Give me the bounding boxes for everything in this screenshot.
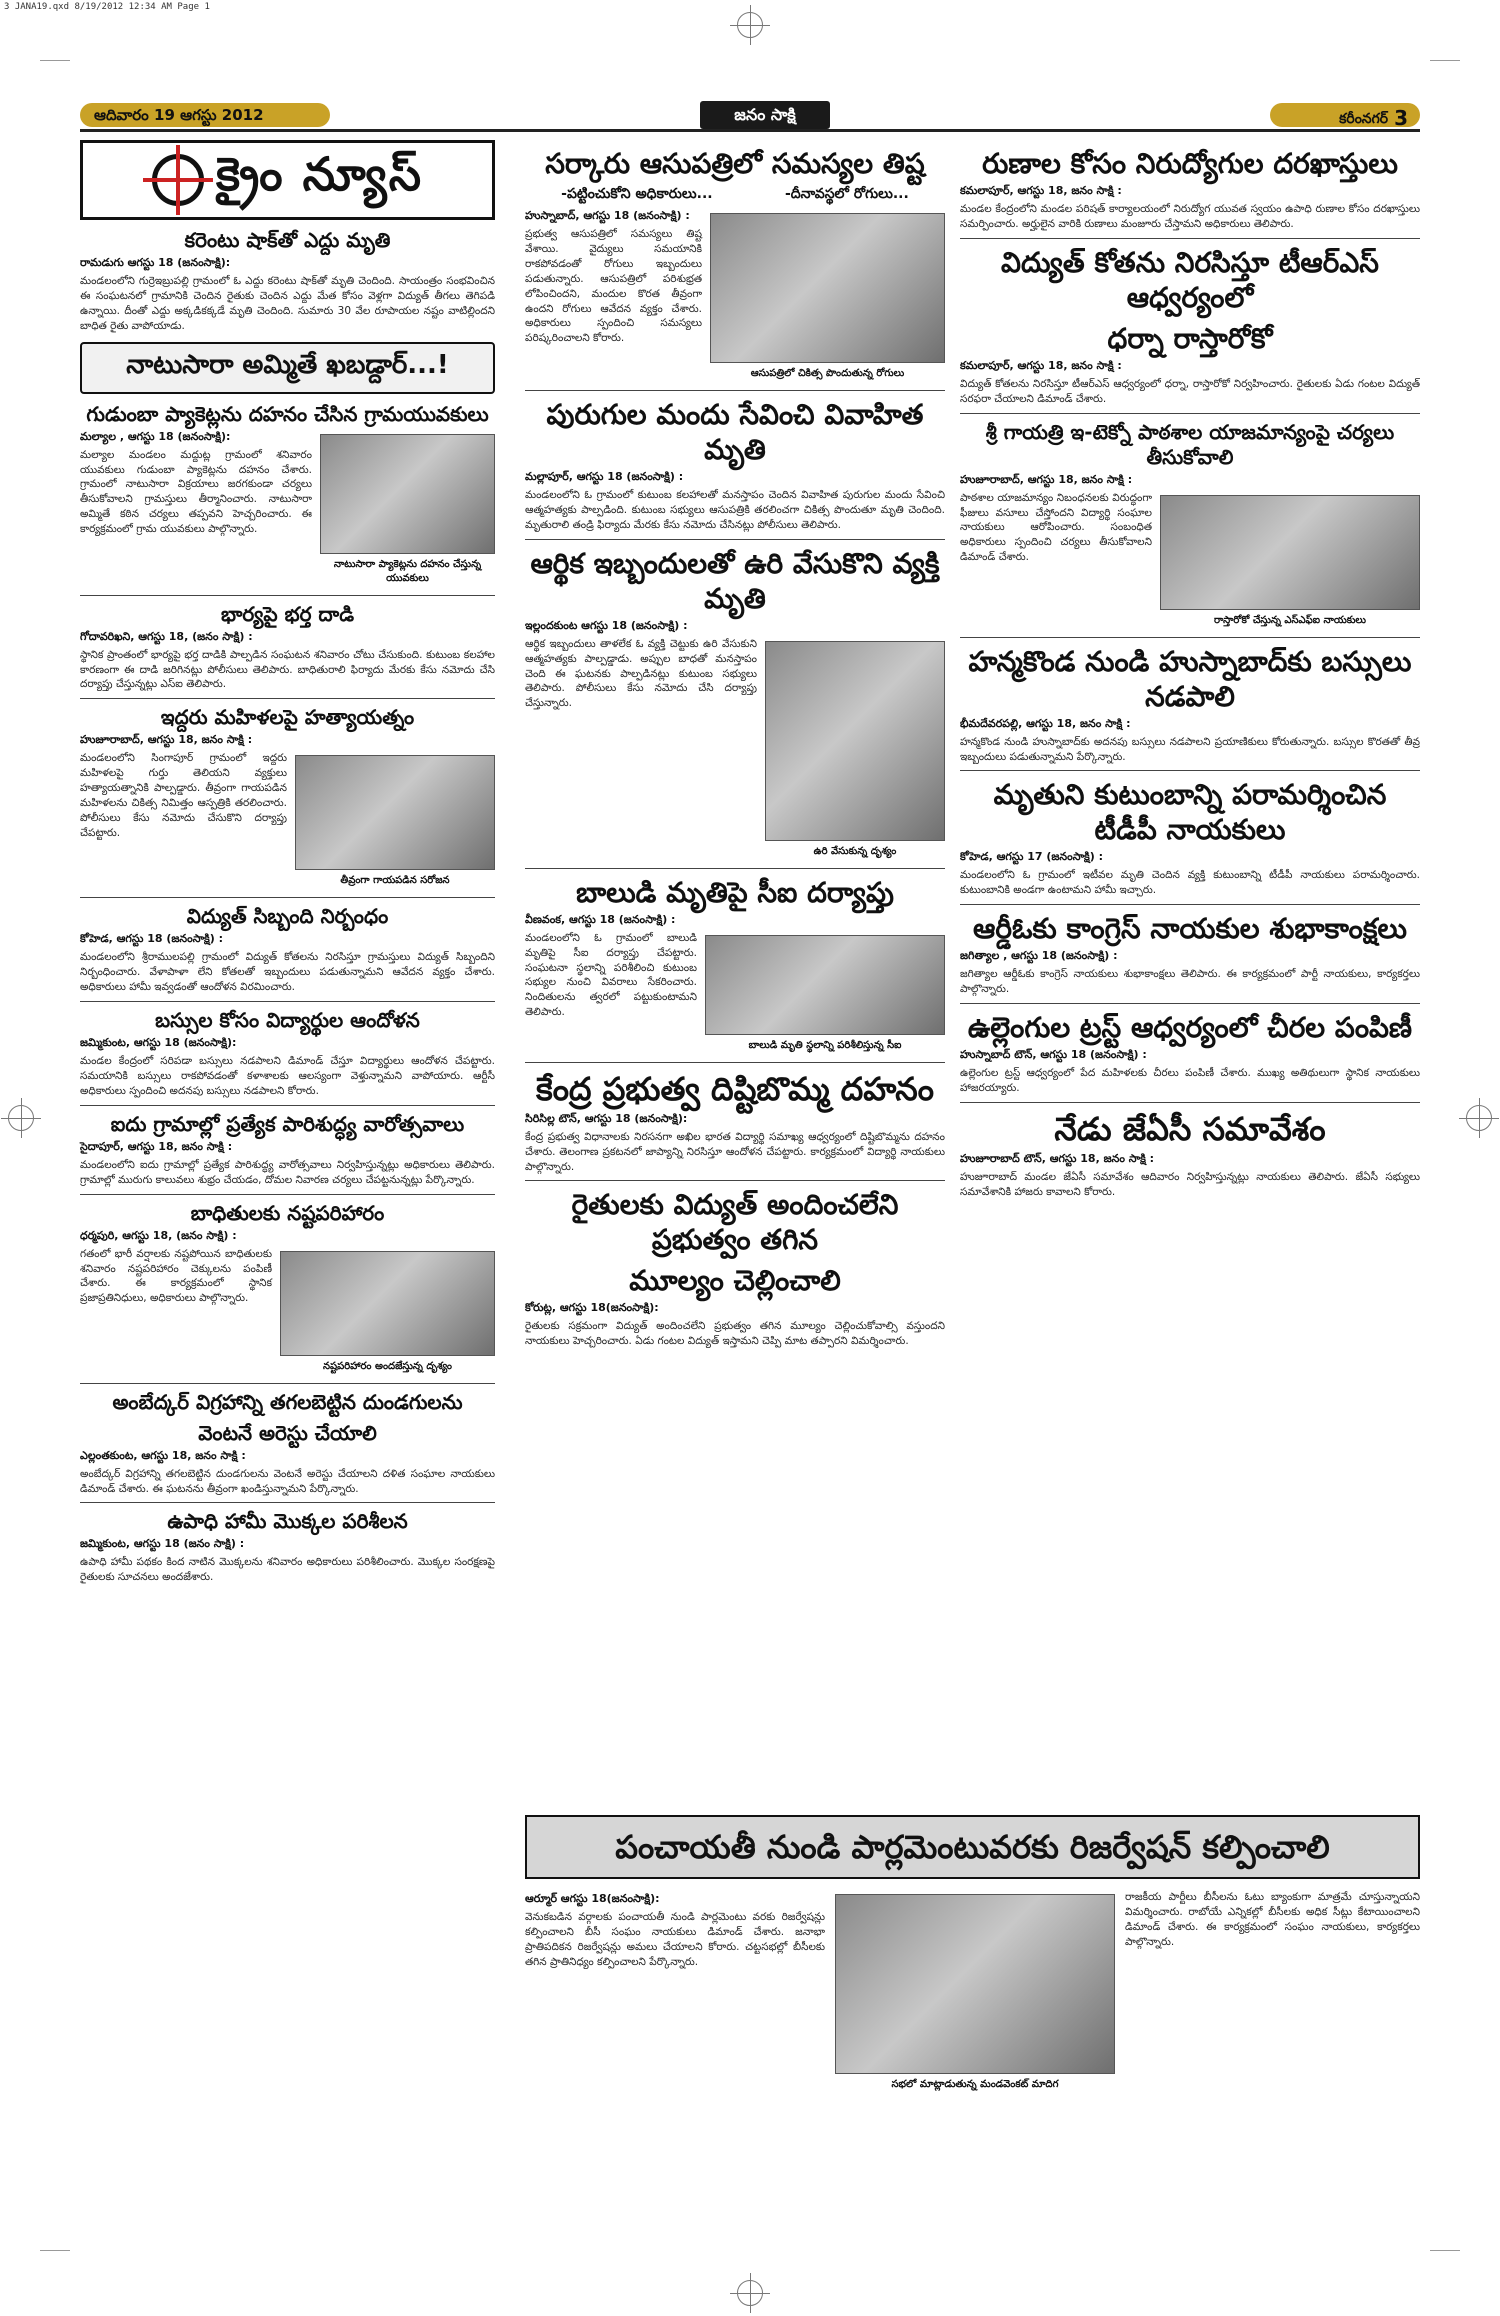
headline: అంబేద్కర్ విగ్రహాన్ని తగలబెట్టిన దుండగులను bbox=[112, 1389, 463, 1414]
dateline: సిరిసిల్ల టౌన్, ఆగస్టు 18 (జనంసాక్షి): bbox=[525, 1111, 688, 1125]
news-photo bbox=[765, 641, 945, 841]
headline: శ్రీ గాయత్రి ఇ-టెక్నో పాఠశాల యాజమాన్యంపై చర్యలు తీసుకోవాలి bbox=[985, 419, 1395, 469]
article-body: హుజూరాబాద్ మండల జేఏసీ సమావేశం ఆదివారం నిర్వహిస్తున్నట్లు నాయకులు తెలిపారు. జేఏసీ సభ్యులు సమావేశానికి హాజరు కావాలని కోరారు. bbox=[960, 1170, 1420, 1198]
headline: విద్యుత్ సిబ్బంది నిర్బంధం bbox=[186, 904, 389, 929]
article-body: ఉపాధి హామీ పథకం కింద నాటిన మొక్కలను శనివారం అధికారులు పరిశీలించారు. మొక్కల సంరక్షణపై రైతులకు సూచనలు అందజేశారు. bbox=[80, 1556, 495, 1584]
headline-line-2: వెంటనే అరెస్టు చేయాలి bbox=[198, 1420, 377, 1445]
headline: విద్యుత్ కోతను నిరసిస్తూ టీఆర్ఎస్ ఆధ్వర్యంలో bbox=[1001, 245, 1379, 314]
article-body: స్థానిక ప్రాంతంలో భార్యపై భర్త దాడికి పాల్పడిన సంఘటన శనివారం చోటు చేసుకుంది. కుటుంబ కలహాల కారణంగా ఈ దాడి జరిగినట్లు పోలీసులు తెలిపారు. బాధితురాలి ఫిర్యాదు మేరకు కేసు నమోదు చేసి దర్యాప్తు చేస్తున్నట్లు ఎస్ఐ తెలిపారు. bbox=[80, 648, 495, 691]
edition-place: కరీంనగర్ 3 bbox=[1270, 103, 1420, 127]
center-column bbox=[525, 140, 945, 1349]
right-column bbox=[960, 140, 1420, 1200]
dateline: ఎల్లంతకుంట, ఆగస్టు 18, జనం సాక్షి : bbox=[80, 1448, 246, 1462]
article-body: మండలంలోని ఓ గ్రామంలో బాలుడి మృతిపై సీఐ దర్యాప్తు చేపట్టారు. సంఘటనా స్థలాన్ని పరిశీలించి కుటుంబ సభ్యుల నుంచి వివరాలు సేకరించారు. నిందితులను త్వరలో పట్టుకుంటామని తెలిపారు. bbox=[525, 931, 697, 1019]
article-body: ప్రభుత్వ ఆసుపత్రిలో సమస్యలు తిష్ట వేశాయి. వైద్యులు సమయానికి రాకపోవడంతో రోగులు ఇబ్బందులు పడుతున్నారు. ఆసుపత్రిలో పరిశుభ్రత లోపించిందని, మందుల కొరత తీవ్రంగా ఉందని రోగులు ఆవేదన వ్యక్తం చేశారు. అధికారులు స్పందించి సమస్యలు పరిష్కరించాలని కోరారు. bbox=[525, 228, 702, 345]
newspaper-logo: జనం సాక్షి bbox=[700, 101, 830, 129]
registration-mark-top bbox=[737, 12, 763, 38]
photo-caption: తీవ్రంగా గాయపడిన సరోజన bbox=[340, 875, 450, 887]
dateline: కోహెడ, ఆగస్టు 18 (జనంసాక్షి) : bbox=[80, 932, 224, 946]
crosshair-icon bbox=[152, 154, 204, 206]
subheadline: -పట్టించుకోని అధికారులు... bbox=[561, 186, 713, 202]
article-body: మండలంలోని సింగాపూర్ గ్రామంలో ఇద్దరు మహిళలపై గుర్తు తెలియని వ్యక్తులు హత్యాయత్నానికి పాల్పడ్డారు. తీవ్రంగా గాయపడిన మహిళలను చికిత్స నిమిత్తం ఆస్పత్రికి తరలించారు. పోలీసులు కేసు నమోదు చేసుకొని దర్యాప్తు చేపట్టారు. bbox=[80, 752, 287, 839]
news-photo bbox=[835, 1894, 1115, 2074]
article-body: పాఠశాల యాజమాన్యం నిబంధనలకు విరుద్ధంగా ఫీజులు వసూలు చేస్తోందని విద్యార్థి సంఘాల నాయకులు ఆరోపించారు. సంబంధిత అధికారులు స్పందించి చర్యలు తీసుకోవాలని డిమాండ్ చేశారు. bbox=[960, 491, 1152, 564]
registration-mark-left bbox=[8, 1105, 34, 1131]
dateline: మల్లాపూర్, ఆగస్టు 18 (జనంసాక్షి) : bbox=[525, 470, 684, 483]
dateline: గోదావరిఖని, ఆగస్టు 18, (జనం సాక్షి) : bbox=[80, 629, 253, 643]
article-body: మల్యాల మండలం మద్దుట్ల గ్రామంలో శనివారం యువకులు గుడుంబా ప్యాకెట్లను దహనం చేశారు. గ్రామంలో నాటుసారా విక్రయాలు జరగకుండా చర్యలు తీసుకోవాలని గ్రామస్తులు తీర్మానించారు. నాటుసారా అమ్మితే కఠిన చర్యలు తప్పవని హెచ్చరించారు. ఈ కార్యక్రమంలో గ్రామ యువకులు పాల్గొన్నారు. bbox=[80, 448, 312, 536]
article-body: మండల కేంద్రంలో సరిపడా బస్సులు నడపాలని డిమాండ్ చేస్తూ విద్యార్థులు ఆందోళన చేపట్టారు. సమయానికి బస్సులు రాకపోవడంతో కళాశాలకు ఆలస్యంగా వెళ్తున్నామని వాపోయారు. ఆర్టీసీ అధికారులు స్పందించి అదనపు బస్సులు నడపాలని కోరారు. bbox=[80, 1055, 495, 1097]
dateline: సైదాపూర్, ఆగస్టు 18, జనం సాక్షి : bbox=[80, 1139, 233, 1153]
headline: హన్మకొండ నుండి హుస్నాబాద్‌కు బస్సులు నడపాలి bbox=[968, 644, 1412, 713]
dateline: జగిత్యాల , ఆగస్టు 18 (జనంసాక్షి) : bbox=[960, 949, 1118, 963]
headline-line-2: మూల్యం చెల్లించాలి bbox=[629, 1264, 841, 1298]
crime-news-logo: క్రైం న్యూస్ bbox=[80, 140, 495, 220]
dateline: కోరుట్ల, ఆగస్టు 18(జనంసాక్షి): bbox=[525, 1301, 659, 1315]
headline-line-2: ధర్నా రాస్తారోకో bbox=[1107, 321, 1273, 355]
article-body: రైతులకు సక్రమంగా విద్యుత్ అందించలేని ప్రభుత్వం తగిన మూల్యం చెల్లించుకోవాల్సి వస్తుందని నాయకులు హెచ్చరించారు. ఏడు గంటల విద్యుత్ ఇస్తామని చెప్పి మాట తప్పారని విమర్శించారు. bbox=[525, 1320, 945, 1348]
photo-caption: ఉరి వేసుకున్న దృశ్యం bbox=[813, 845, 897, 857]
headline: కేంద్ర ప్రభుత్వ దిష్టిబొమ్మ దహనం bbox=[536, 1069, 934, 1108]
article-body: జగిత్యాల ఆర్డీఓకు కాంగ్రెస్ నాయకులు శుభాకాంక్షలు తెలిపారు. ఈ కార్యక్రమంలో పార్టీ నాయకులు, కార్యకర్తలు పాల్గొన్నారు. bbox=[960, 968, 1420, 996]
masthead bbox=[80, 100, 1420, 132]
headline: బస్సుల కోసం విద్యార్థుల ఆందోళన bbox=[155, 1008, 420, 1033]
photo-caption: ఆసుపత్రిలో చికిత్స పొందుతున్న రోగులు bbox=[750, 368, 905, 379]
news-photo bbox=[280, 1251, 495, 1356]
article-body: మండలంలోని శ్రీరాములపల్లి గ్రామంలో విద్యుత్ కోతలను నిరసిస్తూ గ్రామస్తులు విద్యుత్ సిబ్బందిని నిర్బంధించారు. వేళాపాళా లేని కోతలతో ఇబ్బందులు పడుతున్నామని ఆవేదన వ్యక్తం చేశారు. అధికారులు హామీ ఇవ్వడంతో ఆందోళన విరమించారు. bbox=[80, 951, 495, 994]
headline: సర్కారు ఆసుపత్రిలో సమస్యల తిష్ట bbox=[545, 147, 925, 180]
dateline: కమలాపూర్, ఆగస్టు 18, జనం సాక్షి : bbox=[960, 358, 1122, 372]
registration-mark-bottom bbox=[737, 2280, 763, 2306]
news-photo bbox=[705, 935, 945, 1035]
dateline: భీమదేవరపల్లి, ఆగస్టు 18, జనం సాక్షి : bbox=[960, 716, 1131, 730]
page-number: 3 bbox=[1394, 106, 1408, 130]
subheadline: -దీనావస్థలో రోగులు... bbox=[784, 186, 909, 202]
photo-caption: బాలుడి మృతి స్థలాన్ని పరిశీలిస్తున్న సీఐ bbox=[748, 1039, 902, 1051]
dateline: ఇల్లందకుంట ఆగస్టు 18 (జనంసాక్షి) : bbox=[525, 618, 688, 632]
article-body: రాజకీయ పార్టీలు బీసీలను ఓటు బ్యాంకుగా మాత్రమే చూస్తున్నాయని విమర్శించారు. రాబోయే ఎన్నికల్లో బీసీలకు అధిక సీట్లు కేటాయించాలని డిమాండ్ చేశారు. ఈ కార్యక్రమంలో సంఘం నాయకులు, కార్యకర్తలు పాల్గొన్నారు. bbox=[1125, 1891, 1420, 1948]
article-body: అంబేద్కర్ విగ్రహాన్ని తగలబెట్టిన దుండగులను వెంటనే అరెస్టు చేయాలని దళిత సంఘాల నాయకులు డిమాండ్ చేశారు. ఈ ఘటనను తీవ్రంగా ఖండిస్తున్నామని పేర్కొన్నారు. bbox=[80, 1467, 495, 1495]
headline: ఉపాధి హామీ మొక్కల పరిశీలన bbox=[167, 1509, 408, 1534]
bottom-banner-headline: పంచాయతీ నుండి పార్లమెంటువరకు రిజర్వేషన్ కల్పించాలి bbox=[525, 1815, 1420, 1879]
dateline: జమ్మికుంట, ఆగస్టు 18 (జనం సాక్షి) : bbox=[80, 1537, 245, 1551]
dateline: ధర్మపురి, ఆగస్టు 18, (జనం సాక్షి) : bbox=[80, 1228, 237, 1242]
news-photo bbox=[295, 755, 495, 870]
headline: ఆర్డీఓకు కాంగ్రెస్ నాయకుల శుభాకాంక్షలు bbox=[973, 912, 1407, 946]
news-photo bbox=[320, 434, 495, 554]
headline: పురుగుల మందు సేవించి వివాహిత మృతి bbox=[546, 398, 924, 466]
photo-caption: నష్టపరిహారం అందజేస్తున్న దృశ్యం bbox=[322, 1360, 452, 1372]
newspaper-page bbox=[80, 100, 1420, 2225]
issue-date: ఆదివారం 19 ఆగస్టు 2012 bbox=[80, 103, 330, 127]
article-body: మండల కేంద్రంలోని మండల పరిషత్ కార్యాలయంలో నిరుద్యోగ యువత స్వయం ఉపాధి రుణాల కోసం దరఖాస్తులు సమర్పించారు. అర్హులైన వారికి రుణాలు మంజూరు చేస్తామని అధికారులు తెలిపారు. bbox=[960, 203, 1420, 230]
headline: కరెంటు షాక్‌తో ఎద్దు మృతి bbox=[184, 228, 391, 252]
article-body: మండలంలోని ఐదు గ్రామాల్లో ప్రత్యేక పారిశుద్ధ్య వారోత్సవాలు నిర్వహిస్తున్నట్లు అధికారులు తెలిపారు. గ్రామాల్లో మురుగు కాలువలు శుభ్రం చేయడం, దోమల నివారణ చర్యలు చేపట్టనున్నట్లు పేర్కొన్నారు. bbox=[80, 1158, 495, 1186]
dateline: మల్యాల , ఆగస్టు 18 (జనంసాక్షి): bbox=[80, 429, 231, 443]
article-body: కేంద్ర ప్రభుత్వ విధానాలకు నిరసనగా అఖిల భారత విద్యార్థి సమాఖ్య ఆధ్వర్యంలో దిష్టిబొమ్మను దహనం చేశారు. తెలంగాణ ప్రకటనలో జాప్యాన్ని నిరసిస్తూ ఆందోళన చేపట్టారు. కార్యక్రమంలో విద్యార్థి నాయకులు పాల్గొన్నారు. bbox=[525, 1130, 945, 1173]
dateline: జమ్మికుంట, ఆగస్టు 18 (జనంసాక్షి): bbox=[80, 1036, 237, 1050]
article-body: మండలంలోని గుర్రెఇబ్రుపల్లి గ్రామంలో ఓ ఎద్దు కరెంటు షాక్‌తో మృతి చెందింది. సాయంత్రం సంభవించిన ఈ సంఘటనలో గ్రామానికి చెందిన రైతుకు చెందిన ఎద్దు మేత కోసం వెళ్లగా విద్యుత్ తీగలు తెగిపడి ఉన్నాయి. దీంతో ఎద్దు అక్కడికక్కడే మృతి చెందింది. సుమారు 30 వేల రూపాయల నష్టం వాటిల్లిందని బాధిత రైతు వాపోయాడు. bbox=[80, 275, 495, 332]
headline: గుడుంబా ప్యాకెట్లను దహనం చేసిన గ్రామయువకులు bbox=[86, 401, 489, 426]
article-body: గతంలో భారీ వర్షాలకు నష్టపోయిన బాధితులకు శనివారం నష్టపరిహారం చెక్కులను పంపిణీ చేశారు. ఈ కార్యక్రమంలో స్థానిక ప్రజాప్రతినిధులు, అధికారులు పాల్గొన్నారు. bbox=[80, 1247, 272, 1305]
article-body: హన్మకొండ నుండి హుస్నాబాద్‌కు అదనపు బస్సులు నడపాలని ప్రయాణికులు కోరుతున్నారు. బస్సుల కొరతతో తీవ్ర ఇబ్బందులు పడుతున్నామని పేర్కొన్నారు. bbox=[960, 735, 1420, 763]
dateline: హుస్నాబాద్ టౌన్, ఆగస్టు 18 (జనంసాక్షి) : bbox=[960, 1048, 1147, 1062]
article-body: మండలంలోని ఓ గ్రామంలో కుటుంబ కలహాలతో మనస్తాపం చెందిన వివాహిత పురుగుల మందు సేవించి ఆత్మహత్యకు పాల్పడింది. కుటుంబ సభ్యులు ఆసుపత్రికి తరలించగా చికిత్స పొందుతూ మృతి చెందింది. మృతురాలి తండ్రి ఫిర్యాదు మేరకు కేసు నమోదు చేసినట్లు పోలీసులు తెలిపారు. bbox=[525, 489, 945, 531]
article-body: ఉల్లెంగుల ట్రస్ట్ ఆధ్వర్యంలో పేద మహిళలకు చీరలు పంపిణీ చేశారు. ముఖ్య అతిథులుగా స్థానిక నాయకులు హాజరయ్యారు. bbox=[960, 1067, 1420, 1094]
article-body: విద్యుత్ కోతలను నిరసిస్తూ టీఆర్ఎస్ ఆధ్వర్యంలో ధర్నా, రాస్తారోకో నిర్వహించారు. రైతులకు ఏడు గంటల విద్యుత్ సరఫరా చేయాలని డిమాండ్ చేశారు. bbox=[960, 377, 1420, 405]
news-photo bbox=[710, 213, 945, 363]
article-body: మండలంలోని ఓ గ్రామంలో ఇటీవల మృతి చెందిన వ్యక్తి కుటుంబాన్ని టీడీపీ నాయకులు పరామర్శించారు. కుటుంబానికి అండగా ఉంటామని హామీ ఇచ్చారు. bbox=[960, 869, 1420, 897]
dateline: వీణవంక, ఆగస్టు 18 (జనంసాక్షి) : bbox=[525, 912, 676, 926]
headline: ఉల్లెంగుల ట్రస్ట్ ఆధ్వర్యంలో చీరల పంపిణీ bbox=[967, 1011, 1413, 1045]
dateline: హుజూరాబాద్, ఆగస్టు 18, జనం సాక్షి : bbox=[80, 733, 253, 747]
article-body: ఆర్థిక ఇబ్బందులు తాళలేక ఓ వ్యక్తి చెట్టుకు ఉరి వేసుకుని ఆత్మహత్యకు పాల్పడ్డాడు. అప్పుల బాధతో మనస్తాపం చెంది ఈ ఘటనకు పాల్పడినట్లు కుటుంబ సభ్యులు తెలిపారు. పోలీసులు కేసు నమోదు చేసి దర్యాప్తు చేస్తున్నారు. bbox=[525, 637, 757, 710]
dateline: హుజూరాబాద్, ఆగస్టు 18, జనం సాక్షి : bbox=[960, 472, 1133, 486]
section-banner: నాటుసారా అమ్మితే ఖబడ్దార్...! bbox=[80, 342, 495, 394]
headline: ఐదు గ్రామాల్లో ప్రత్యేక పారిశుద్ధ్య వారోత్సవాలు bbox=[110, 1111, 465, 1136]
dateline: హుజూరాబాద్ టౌన్, ఆగస్టు 18, జనం సాక్షి : bbox=[960, 1151, 1155, 1165]
print-slug: 3 JANA19.qxd 8/19/2012 12:34 AM Page 1 bbox=[4, 2, 210, 12]
dateline: ఆర్మూర్ ఆగస్టు 18(జనంసాక్షి): bbox=[525, 1892, 660, 1905]
article-body: వెనుకబడిన వర్గాలకు పంచాయతీ నుండి పార్లమెంటు వరకు రిజర్వేషన్లు కల్పించాలని బీసీ సంఘం నాయకులు డిమాండ్ చేశారు. జనాభా ప్రాతిపదికన రిజర్వేషన్లు అమలు చేయాలని కోరారు. చట్టసభల్లో బీసీలకు తగిన ప్రాతినిధ్యం కల్పించాలని పేర్కొన్నారు. bbox=[525, 1911, 825, 1968]
dateline: హుస్నాబాద్, ఆగస్టు 18 (జనంసాక్షి) : bbox=[525, 209, 690, 222]
headline: బాధితులకు నష్టపరిహారం bbox=[190, 1200, 385, 1225]
news-photo bbox=[1160, 495, 1420, 610]
dateline: కమలాపూర్, ఆగస్టు 18, జనం సాక్షి : bbox=[960, 184, 1122, 197]
headline: మృతుని కుటుంబాన్ని పరామర్శించిన టీడీపీ నాయకులు bbox=[993, 778, 1387, 847]
headline: బాలుడి మృతిపై సీఐ దర్యాప్తు bbox=[576, 875, 894, 909]
headline: ఆర్థిక ఇబ్బందులతో ఉరి వేసుకొని వ్యక్తి మృతి bbox=[530, 546, 940, 615]
headline: రైతులకు విద్యుత్ అందించలేని ప్రభుత్వం తగిన bbox=[571, 1188, 899, 1257]
left-column bbox=[80, 140, 495, 1585]
photo-caption: నాటుసారా ప్యాకెట్లను దహనం చేస్తున్న యువకులు bbox=[333, 558, 482, 584]
registration-mark-right bbox=[1466, 1105, 1492, 1131]
headline: ఇద్దరు మహిళలపై హత్యాయత్నం bbox=[160, 705, 415, 730]
headline: నేడు జేఏసీ సమావేశం bbox=[1054, 1109, 1326, 1148]
headline: రుణాల కోసం నిరుద్యోగుల దరఖాస్తులు bbox=[982, 147, 1398, 180]
photo-caption: సభలో మాట్లాడుతున్న మండవెంకట్ మాదిగ bbox=[891, 2079, 1059, 2090]
dateline: కోహెడ, ఆగస్టు 17 (జనంసాక్షి) : bbox=[960, 850, 1104, 864]
dateline: రామడుగు ఆగస్టు 18 (జనంసాక్షి): bbox=[80, 256, 231, 269]
headline: భార్యపై భర్త దాడి bbox=[220, 601, 355, 626]
photo-caption: రాస్తారోకో చేస్తున్న ఎస్ఎఫ్ఐ నాయకులు bbox=[1214, 614, 1366, 626]
